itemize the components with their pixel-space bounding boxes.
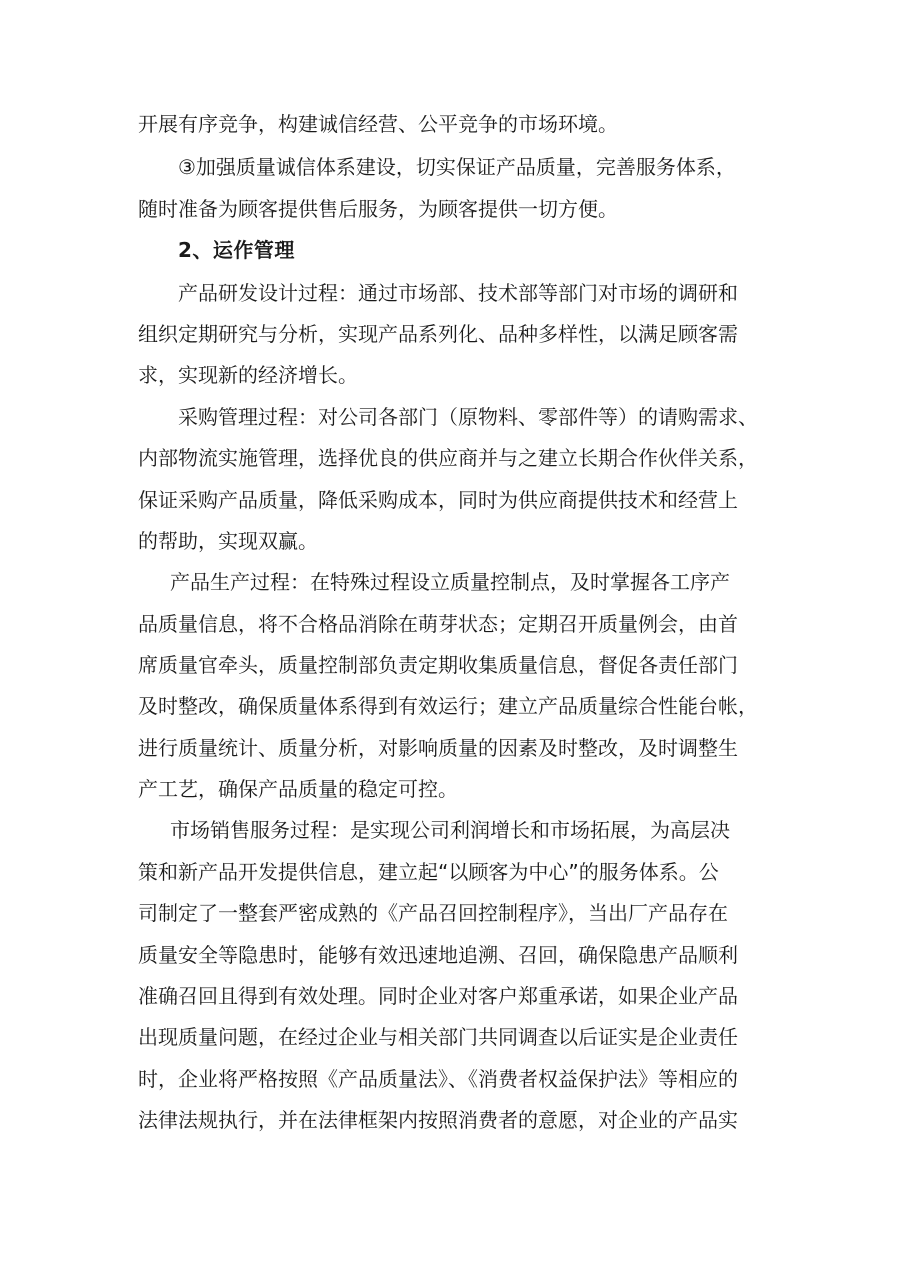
body-text-line: 策和新产品开发提供信息，建立起“以顾客为中心”的服务体系。公 (138, 860, 719, 884)
body-text-line: 求，实现新的经济增长。 (138, 363, 358, 387)
body-text-line: 市场销售服务过程：是实现公司利润增长和市场拓展，为高层决 (170, 818, 730, 842)
body-text-line: 产品研发设计过程：通过市场部、技术部等部门对市场的调研和 (178, 281, 738, 305)
body-text-line: 席质量官牵头，质量控制部负责定期收集质量信息，督促各责任部门 (138, 653, 738, 677)
body-text-line: 保证采购产品质量，降低采购成本，同时为供应商提供技术和经营上 (138, 488, 738, 512)
section-heading: 2、运作管理 (178, 238, 295, 262)
body-text-line: 质量安全等隐患时，能够有效迅速地追溯、召回，确保隐患产品顺利 (138, 943, 738, 967)
body-text-line: 准确召回且得到有效处理。同时企业对客户郑重承诺，如果企业产品 (138, 984, 738, 1008)
body-text-line: ③加强质量诚信体系建设，切实保证产品质量，完善服务体系， (178, 155, 736, 179)
body-text-line: 开展有序竞争，构建诚信经营、公平竞争的市场环境。 (138, 112, 618, 136)
body-text-line: 随时准备为顾客提供售后服务，为顾客提供一切方便。 (138, 197, 618, 221)
body-text-line: 产工艺，确保产品质量的稳定可控。 (138, 777, 458, 801)
body-text-line: 法律法规执行，并在法律框架内按照消费者的意愿，对企业的产品实 (138, 1108, 738, 1132)
body-text-line: 进行质量统计、质量分析，对影响质量的因素及时整改，及时调整生 (138, 736, 738, 760)
body-text-line: 时，企业将严格按照《产品质量法》、《消费者权益保护法》等相应的 (138, 1067, 738, 1091)
body-text-line: 出现质量问题，在经过企业与相关部门共同调查以后证实是企业责任 (138, 1025, 738, 1049)
body-text-line: 采购管理过程：对公司各部门（原物料、零部件等）的请购需求、 (178, 405, 758, 429)
body-text-line: 组织定期研究与分析，实现产品系列化、品种多样性，以满足顾客需 (138, 322, 738, 346)
body-text-line: 及时整改，确保质量体系得到有效运行；建立产品质量综合性能台帐， (138, 694, 758, 718)
body-text-line: 品质量信息，将不合格品消除在萌芽状态；定期召开质量例会，由首 (138, 612, 738, 636)
body-text-line: 的帮助，实现双赢。 (138, 529, 318, 553)
body-text-line: 司制定了一整套严密成熟的《产品召回控制程序》，当出厂产品存在 (138, 901, 728, 925)
body-text-line: 产品生产过程：在特殊过程设立质量控制点，及时掌握各工序产 (170, 570, 730, 594)
body-text-line: 内部物流实施管理，选择优良的供应商并与之建立长期合作伙伴关系， (138, 446, 758, 470)
